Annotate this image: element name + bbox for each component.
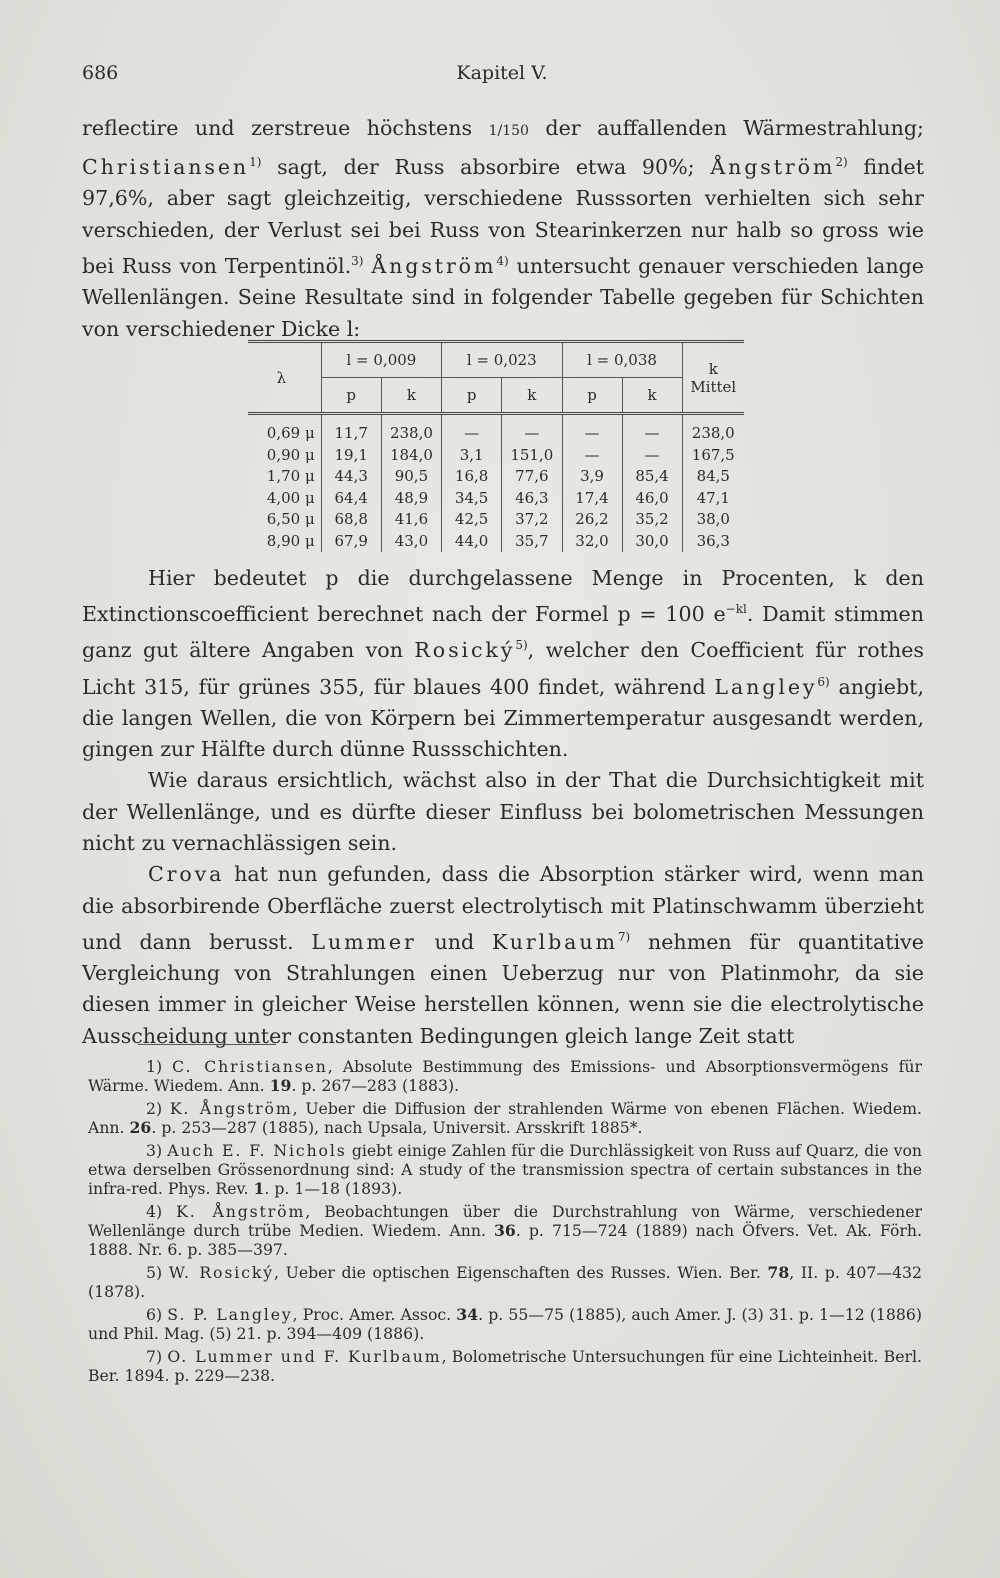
footnote: 4) K. Ångström, Beobachtungen über die Durchstrahlung von Wärme, verschiedener Wellenlänge durch trübe Medien. Wiedem. Ann. 36. p. 715—724 (1889) nach Öfvers. Vet. Ak. Förh. 1888. Nr. 6. p. 385—397. — [88, 1201, 922, 1260]
footnote-ref[interactable]: 3) — [351, 254, 364, 269]
author-name: Lummer — [311, 929, 417, 954]
footnote-ref[interactable]: 4) — [496, 254, 509, 269]
sub-header: p — [562, 378, 622, 414]
sub-header: k — [502, 378, 562, 414]
author-name: Crova — [148, 862, 225, 887]
author-name: Ångström — [371, 253, 497, 278]
footnote-ref[interactable]: 1) — [249, 155, 262, 170]
group-header: l = 0,009 — [321, 342, 441, 378]
formula-exponent: −kl — [725, 602, 747, 617]
main-text-block — [82, 563, 924, 1052]
k-mittel-header: k Mittel — [682, 342, 744, 414]
paragraph: Hier bedeutet p die durchgelassene Menge in Procenten, k den Extinctionscoefficient berechnet nach der Formel p = 100 $e^{-kl}$. Damit stimmen ganz gut ältere Angaben von Rosický$^{5)}$, welcher den Coefficient für rothes Licht 315, für grünes 355, für blaues 400 findet, während Langley$^{6)}$ angiebt, die langen Wellen, die von Körpern bei Zimmertemperatur ausgesandt werden, gingen zur Hälfte durch dünne Russschichten. — [82, 566, 924, 762]
footnote-ref[interactable]: 7) — [617, 929, 631, 944]
author-name: Ångström — [710, 155, 836, 180]
lambda-header: λ — [276, 368, 287, 387]
footnote-ref[interactable]: 6) — [817, 674, 830, 689]
footnote-ref[interactable]: 2) — [835, 155, 848, 170]
table-row: 0,90 μ 19,1 184,0 3,1 151,0 — — 167,5 — [248, 445, 744, 467]
table-row: 1,70 μ 44,3 90,5 16,8 77,6 3,9 85,4 84,5 — [248, 466, 744, 488]
intro-paragraph-block — [82, 113, 924, 345]
sub-header: k — [381, 378, 441, 414]
footnote: 6) S. P. Langley, Proc. Amer. Assoc. 34. p. 55—75 (1885), auch Amer. J. (3) 31. p. 1—12 (1886) und Phil. Mag. (5) 21. p. 394—409 (1886). — [88, 1304, 922, 1344]
sub-header: p — [442, 378, 502, 414]
footnote: 5) W. Rosický, Ueber die optischen Eigenschaften des Russes. Wien. Ber. 78, II. p. 407—432 (1878). — [88, 1263, 923, 1302]
table-row: 8,90 μ 67,9 43,0 44,0 35,7 32,0 30,0 36,3 — [248, 531, 744, 553]
table-row: 4,00 μ 64,4 48,9 34,5 46,3 17,4 46,0 47,1 — [248, 488, 744, 510]
running-title: Kapitel V. — [456, 62, 548, 84]
sub-header: p — [321, 378, 381, 414]
fraction: 1/150 — [488, 123, 529, 139]
sub-header: k — [622, 378, 682, 414]
page-header — [82, 62, 922, 92]
footnote-ref[interactable]: 5) — [515, 638, 528, 653]
footnote: 2) K. Ångström, Ueber die Diffusion der strahlenden Wärme von ebenen Flächen. Wiedem. Ann. 26. p. 253—287 (1885), nach Upsala, Universit. Arsskrift 1885*. — [88, 1098, 922, 1138]
author-name: Rosický — [414, 638, 516, 663]
intro-paragraph: reflectire und zerstreue höchstens 1/150 der auffallenden Wärmestrahlung; Christiansen$^{1)}$ sagt, der Russ absorbire etwa 90%; Ångström$^{2)}$ findet 97,6%, aber sagt gleichzeitig, verschiedene Russsorten verhielten sich sehr verschieden, der Verlust sei bei Russ von Stearinkerzen nur halb so gross wie bei Russ von Terpentinöl.$^{3)}$ Ångström$^{4)}$ untersucht genauer verschieden lange Wellenlängen. Seine Resultate sind in folgender Tabelle gegeben für Schichten von verschiedener Dicke l: — [82, 116, 924, 341]
group-header: l = 0,023 — [442, 342, 562, 378]
table-row: 0,69 μ 11,7 238,0 — — — — 238,0 — [248, 414, 744, 445]
paragraph: Wie daraus ersichtlich, wächst also in der That die Durchsichtigkeit mit der Wellenlänge, und es dürfte dieser Einfluss bei bolometrischen Messungen nicht zu vernachlässigen sein. — [82, 768, 924, 855]
footnote: 3) Auch E. F. Nichols giebt einige Zahlen für die Durchlässigkeit von Russ auf Quarz, die von etwa derselben Grössenordnung sind: A study of the transmission spectra of certain substances in the infra-red. Phys. Rev. 1. p. 1—18 (1893). — [88, 1140, 922, 1199]
page-number: 686 — [82, 62, 119, 84]
author-name: Langley — [714, 674, 818, 699]
table-row: 6,50 μ 68,8 41,6 42,5 37,2 26,2 35,2 38,0 — [248, 509, 744, 531]
footnote-divider — [138, 1044, 276, 1045]
footnotes — [88, 1057, 922, 1385]
footnote: 7) O. Lummer und F. Kurlbaum, Bolometrische Untersuchungen für eine Lichteinheit. Berl. Ber. 1894. p. 229—238. — [88, 1346, 922, 1386]
author-name: Kurlbaum — [491, 929, 618, 954]
footnote: 1) C. Christiansen, Absolute Bestimmung des Emissions- und Absorptionsvermögens für Wärme. Wiedem. Ann. 19. p. 267—283 (1883). — [88, 1057, 922, 1096]
group-header: l = 0,038 — [562, 342, 682, 378]
absorption-table — [248, 340, 744, 552]
paragraph: Crova hat nun gefunden, dass die Absorption stärker wird, wenn man die absorbirende Oberfläche zuerst electrolytisch mit Platinschwamm überzieht und dann berusst. Lummer und Kurlbaum$^{7)}$ nehmen für quantitative Vergleichung von Strahlungen einen Ueberzug nur von Platinmohr, da sie diesen immer in gleicher Weise herstellen können, wenn sie die electrolytische Ausscheidung unter constanten Bedingungen gleich lange Zeit statt — [82, 862, 924, 1048]
author-name: Christiansen — [82, 155, 250, 180]
